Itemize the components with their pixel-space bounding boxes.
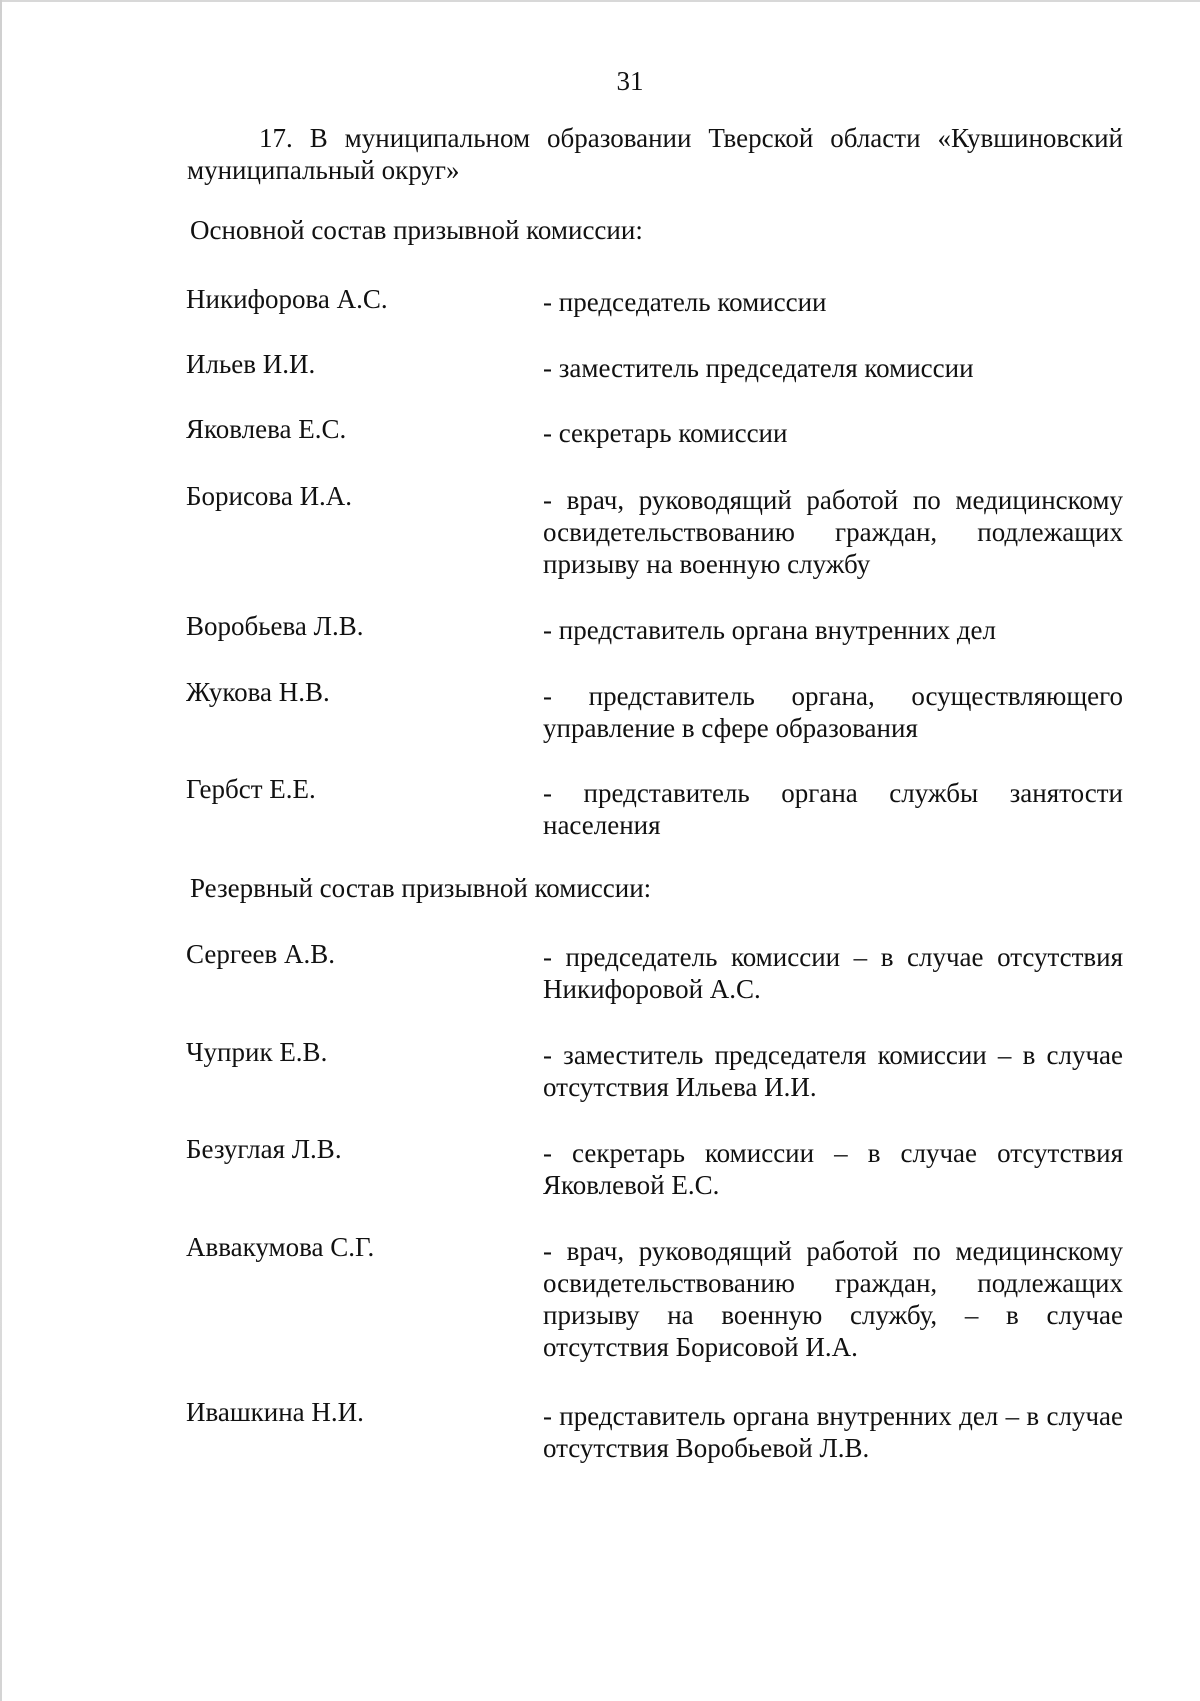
- member-role: - секретарь комиссии – в случае отсутствия Яковлевой Е.С.: [543, 1138, 1123, 1200]
- member-role: - заместитель председателя комиссии: [543, 353, 974, 383]
- member-role: - председатель комиссии: [543, 287, 827, 317]
- member-role: - врач, руководящий работой по медицинскому освидетельствованию граждан, подлежащих призыву на военную службу, – в случае отсутствия Борисовой И.А.: [543, 1236, 1123, 1362]
- member-role: - председатель комиссии – в случае отсутствия Никифоровой А.С.: [543, 942, 1123, 1004]
- member-role: - заместитель председателя комиссии – в случае отсутствия Ильева И.И.: [543, 1040, 1123, 1102]
- page-number: 31: [616, 66, 644, 96]
- member-name: Яковлева Е.С.: [186, 414, 347, 444]
- member-name: Воробьева Л.В.: [186, 611, 364, 641]
- member-role: - представитель органа, осуществляющего управление в сфере образования: [543, 681, 1123, 743]
- member-role: - представитель органа внутренних дел: [543, 615, 997, 645]
- member-name: Никифорова А.С.: [186, 284, 388, 314]
- member-name: Жукова Н.В.: [186, 677, 330, 707]
- member-name: Чуприк Е.В.: [186, 1037, 328, 1067]
- member-role: - представитель органа внутренних дел – в случае отсутствия Воробьевой Л.В.: [543, 1401, 1123, 1463]
- scan-left-edge: [0, 0, 2, 1701]
- reserve-section-title: Резервный состав призывной комиссии:: [190, 873, 652, 903]
- member-name: Сергеев А.В.: [186, 939, 336, 969]
- member-name: Гербст Е.Е.: [186, 774, 316, 804]
- member-name: Аввакумова С.Г.: [186, 1232, 375, 1262]
- member-role: - представитель органа службы занятости населения: [543, 778, 1123, 840]
- member-name: Борисова И.А.: [186, 481, 353, 511]
- member-role: - секретарь комиссии: [543, 418, 788, 448]
- member-role: - врач, руководящий работой по медицинскому освидетельствованию граждан, подлежащих призыву на военную службу: [543, 485, 1123, 579]
- member-name: Безуглая Л.В.: [186, 1134, 342, 1164]
- section-heading-text: 17. В муниципальном образовании Тверской области «Кувшиновский муниципальный округ»: [187, 123, 1123, 185]
- member-name: Ильев И.И.: [186, 349, 316, 379]
- section-heading: [187, 122, 1123, 186]
- main-section-title: Основной состав призывной комиссии:: [190, 215, 643, 245]
- scan-top-edge: [0, 0, 1200, 2]
- member-name: Ивашкина Н.И.: [186, 1397, 364, 1427]
